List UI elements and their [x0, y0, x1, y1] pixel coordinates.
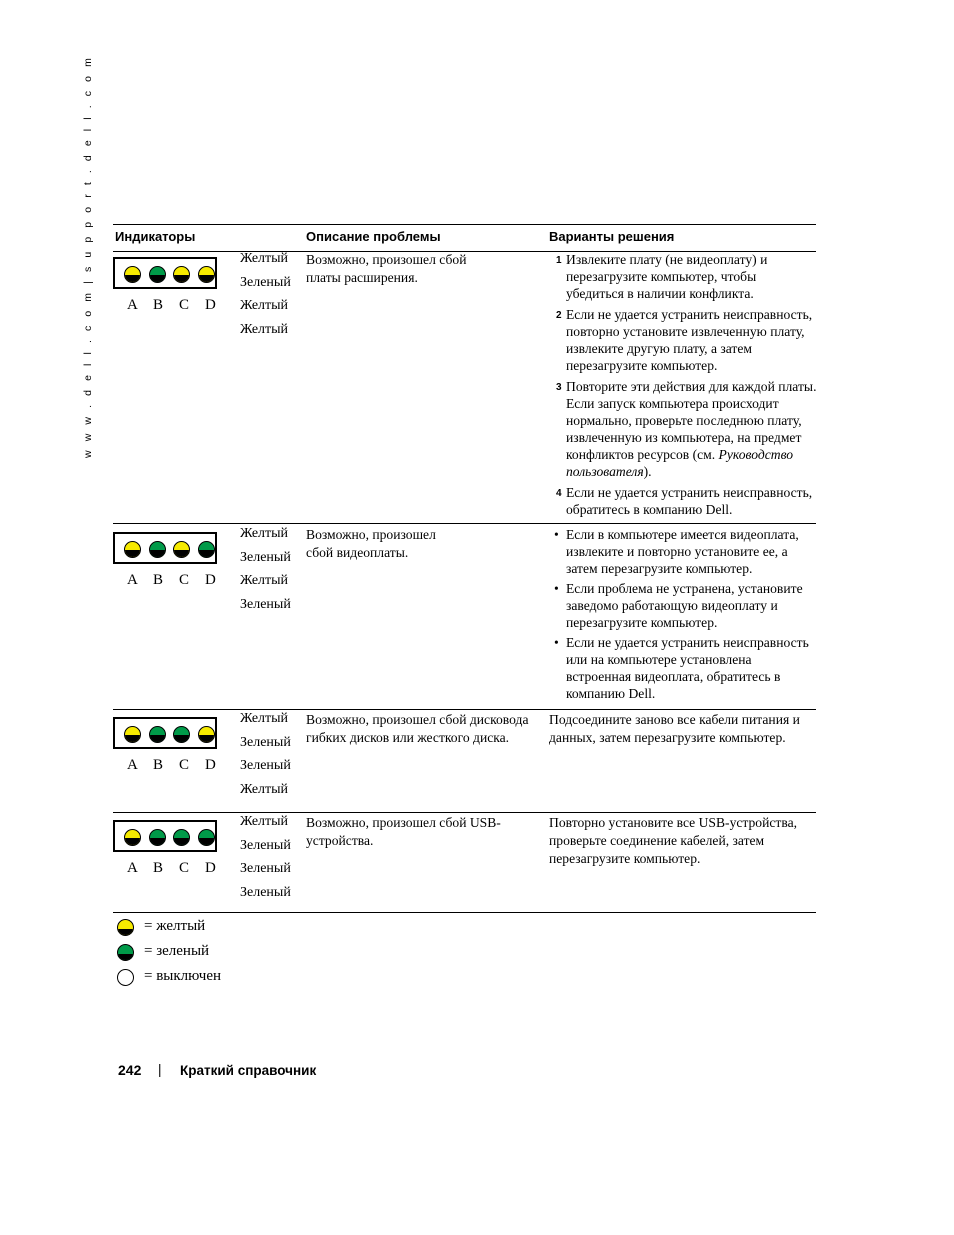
header-indicators: Индикаторы — [115, 229, 196, 244]
side-url: w w w . d e l l . c o m | s u p p o r t . d e l l . c o m — [82, 55, 94, 458]
led-state-a: Желтый — [240, 711, 289, 726]
solution-text: Повторно установите все USB-устройства, проверьте соединение кабелей, затем перезагрузите компьютер. — [549, 815, 798, 866]
led-state-d: Желтый — [240, 322, 289, 337]
step-text: Если не удается устранить неисправность, обратитесь в компанию Dell. — [566, 485, 813, 517]
bullet-icon: • — [554, 527, 559, 542]
led-state-c: Зеленый — [240, 861, 291, 876]
led-letter-b: B — [153, 757, 164, 773]
led-state-a: Желтый — [240, 814, 289, 829]
header-description: Описание проблемы — [306, 229, 441, 244]
led-letter-c: C — [179, 757, 190, 773]
led-b-indicator — [149, 829, 166, 846]
diagnostic-led-panel — [113, 257, 217, 289]
led-letter-a: A — [127, 572, 138, 588]
led-d-indicator — [198, 541, 215, 558]
led-state-b: Зеленый — [240, 275, 291, 290]
led-state-b: Зеленый — [240, 838, 291, 853]
solution-step — [549, 306, 817, 374]
led-b-indicator — [149, 266, 166, 283]
led-b-indicator — [149, 541, 166, 558]
solution-text: Подсоедините заново все кабели питания и данных, затем перезагрузите компьютер. — [549, 712, 800, 745]
table-bottom-border — [113, 912, 816, 913]
problem-description: Возможно, произошел сбой USB-устройства. — [306, 815, 501, 848]
led-state-b: Зеленый — [240, 550, 291, 565]
bullet-icon: • — [554, 581, 559, 596]
yellow-led-icon — [117, 919, 134, 936]
legend-label-yellow: = желтый — [144, 918, 206, 934]
led-letter-c: C — [179, 572, 190, 588]
led-letter-d: D — [205, 572, 216, 588]
legend-label-green: = зеленый — [144, 943, 210, 959]
row-divider — [113, 709, 816, 710]
led-state-d: Желтый — [240, 782, 289, 797]
footer-separator: | — [158, 1062, 162, 1077]
page-number: 242 — [118, 1062, 142, 1078]
step-text: Повторите эти действия для каждой платы. Если запуск компьютера происходит нормально, проверьте последнюю плату, извлеченную из компьютера, на предмет конфликтов ресурсов (см. — [566, 379, 817, 462]
led-state-a: Желтый — [240, 251, 289, 266]
users-guide-reference: Руководство пользователя — [566, 447, 794, 479]
bullet-icon: • — [554, 635, 559, 650]
step-text: Извлеките плату (не видеоплату) и перезагрузите компьютер, чтобы убедиться в наличии конфликта. — [566, 252, 768, 301]
solution-steps — [549, 251, 817, 518]
led-d-indicator — [198, 829, 215, 846]
solution-step — [549, 484, 817, 518]
led-d-indicator — [198, 266, 215, 283]
led-letter-d: D — [205, 757, 216, 773]
step-number: 1 — [556, 255, 562, 266]
table-header — [113, 224, 816, 252]
led-state-c: Желтый — [240, 573, 289, 588]
led-letter-c: C — [179, 297, 190, 313]
header-solutions: Варианты решения — [549, 229, 675, 244]
led-state-a: Желтый — [240, 526, 289, 541]
solution-bullet-item — [549, 580, 817, 631]
led-c-indicator — [173, 829, 190, 846]
led-letter-c: C — [179, 860, 190, 876]
led-a-indicator — [124, 266, 141, 283]
problem-description: Возможно, произошел сбой дисковода гибких дисков или жесткого диска. — [306, 712, 529, 745]
legend-label-off: = выключен — [144, 968, 222, 984]
off-led-icon — [117, 969, 134, 986]
solution-bullet-item — [549, 526, 817, 577]
footer-title: Краткий справочник — [180, 1063, 317, 1078]
led-a-indicator — [124, 829, 141, 846]
led-letter-b: B — [153, 297, 164, 313]
led-state-c: Желтый — [240, 298, 289, 313]
led-letter-b: B — [153, 860, 164, 876]
led-state-c: Зеленый — [240, 758, 291, 773]
led-d-indicator — [198, 726, 215, 743]
diagnostic-led-panel — [113, 820, 217, 852]
bullet-text: Если проблема не устранена, установите заведомо работающую видеоплату и перезагрузите компьютер. — [566, 581, 803, 630]
bullet-text: Если не удается устранить неисправность или на компьютере установлена встроенная видеоплата, обратитесь в компанию Dell. — [566, 635, 809, 701]
led-letter-b: B — [153, 572, 164, 588]
step-number: 2 — [556, 310, 562, 321]
bullet-text: Если в компьютере имеется видеоплата, извлеките и повторно установите ее, а затем перезагрузите компьютер. — [566, 527, 799, 576]
solution-step — [549, 378, 817, 480]
problem-description: Возможно, произошел сбой платы расширения. — [306, 252, 467, 285]
step-text-end: ). — [643, 464, 652, 479]
solution-bullet-item — [549, 634, 817, 702]
diagnostic-led-panel — [113, 532, 217, 564]
led-c-indicator — [173, 726, 190, 743]
led-state-d: Зеленый — [240, 885, 291, 900]
led-letter-a: A — [127, 297, 138, 313]
led-c-indicator — [173, 541, 190, 558]
row-divider — [113, 523, 816, 524]
led-state-b: Зеленый — [240, 735, 291, 750]
led-state-d: Зеленый — [240, 597, 291, 612]
diagnostic-led-panel — [113, 717, 217, 749]
step-number: 4 — [556, 488, 562, 499]
green-led-icon — [117, 944, 134, 961]
led-c-indicator — [173, 266, 190, 283]
led-b-indicator — [149, 726, 166, 743]
led-letter-d: D — [205, 297, 216, 313]
led-letter-d: D — [205, 860, 216, 876]
led-a-indicator — [124, 726, 141, 743]
row-divider — [113, 812, 816, 813]
led-a-indicator — [124, 541, 141, 558]
problem-description: Возможно, произошел сбой видеоплаты. — [306, 527, 436, 560]
solution-bullets — [549, 526, 817, 702]
led-letter-a: A — [127, 757, 138, 773]
solution-step — [549, 251, 817, 302]
step-text: Если не удается устранить неисправность, повторно установите извлеченную плату, извлеките другую плату, а затем перезагрузите компьютер. — [566, 307, 813, 373]
led-letter-a: A — [127, 860, 138, 876]
step-number: 3 — [556, 382, 562, 393]
